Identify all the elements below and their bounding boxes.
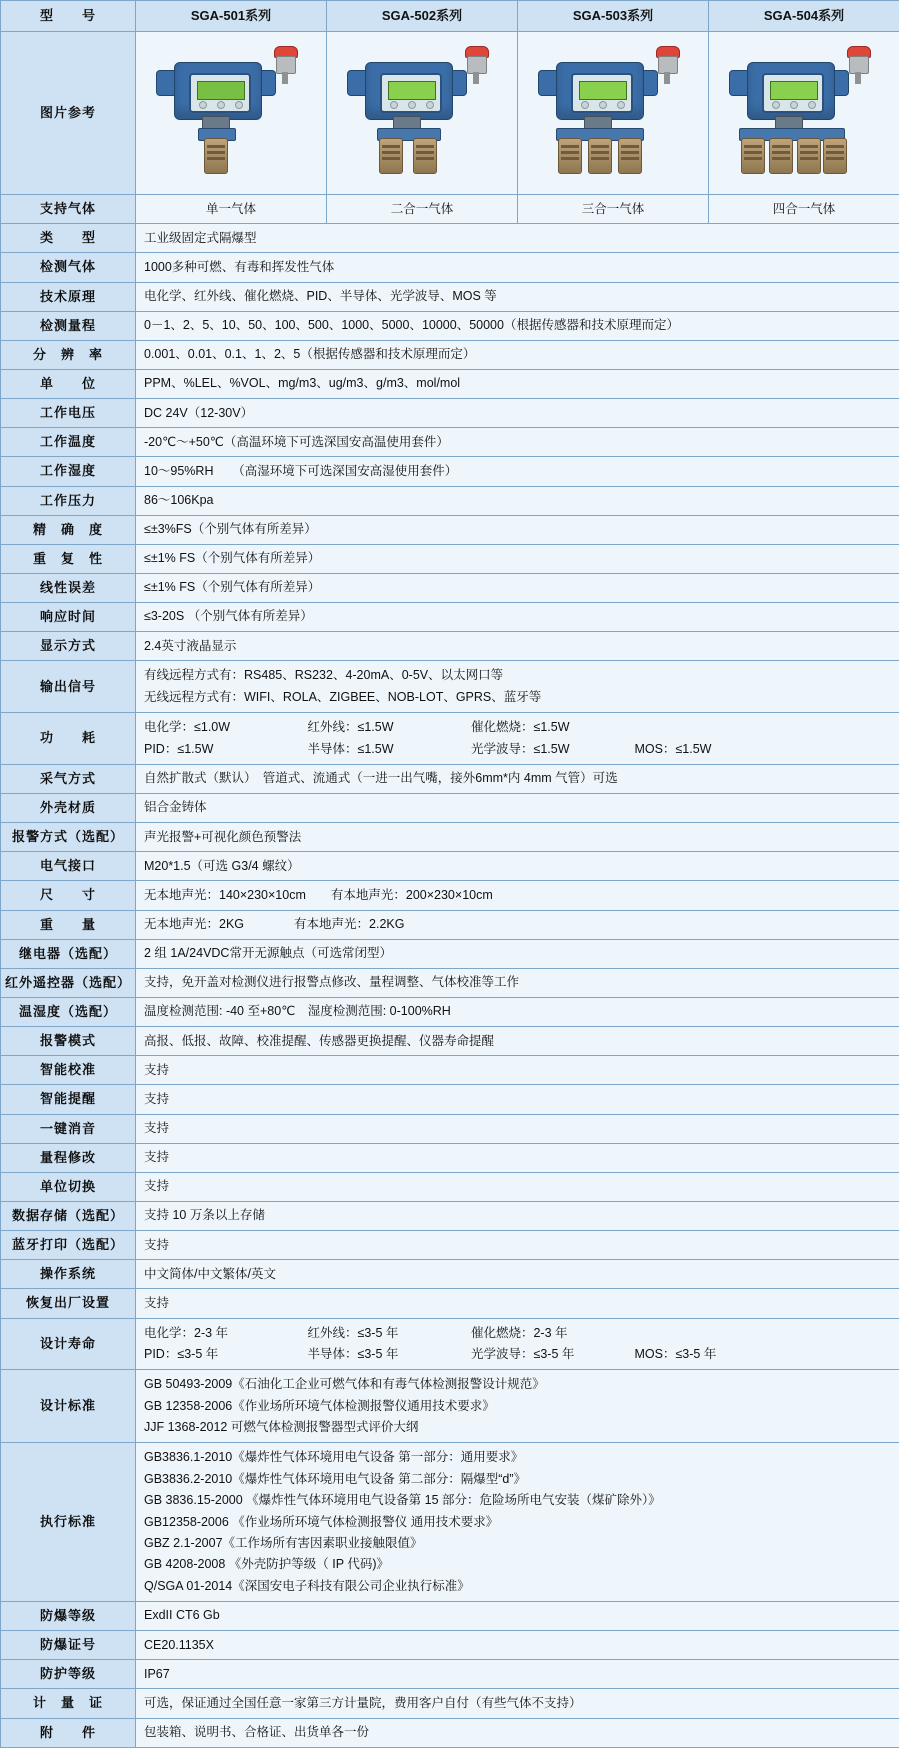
exec-standard-line: GB12358-2006 《作业场所环境气体检测报警仪 通用技术要求》 xyxy=(144,1512,891,1533)
row-label: 重 量 xyxy=(1,910,136,939)
row-label: 技术原理 xyxy=(1,282,136,311)
lifetime-item: 半导体：≤3-5 年 xyxy=(307,1345,457,1364)
row-value: 86～106Kpa xyxy=(136,486,899,515)
lifetime-item: PID：≤3-5 年 xyxy=(144,1345,294,1364)
gas-support-3: 三合一气体 xyxy=(518,195,709,224)
table-row xyxy=(1,428,899,457)
row-value: 无本地声光：2KG 有本地声光：2.2KG xyxy=(136,910,899,939)
row-label: 恢复出厂设置 xyxy=(1,1289,136,1318)
table-row xyxy=(1,282,899,311)
product-image-2 xyxy=(327,32,518,195)
row-value: 支持 10 万条以上存储 xyxy=(136,1202,899,1231)
exec-standard-line: GB3836.2-2010《爆炸性气体环境用电气设备 第二部分：隔爆型“d”》 xyxy=(144,1469,891,1490)
row-label-exec-standard: 执行标准 xyxy=(1,1443,136,1602)
power-item: 半导体：≤1.5W xyxy=(307,740,457,759)
row-value: 1000多种可燃、有毒和挥发性气体 xyxy=(136,253,899,282)
row-label-image-reference: 图片参考 xyxy=(1,32,136,195)
row-value: ≤±1% FS（个别气体有所差异） xyxy=(136,544,899,573)
row-value: ≤3-20S （个别气体有所差异） xyxy=(136,603,899,632)
table-row xyxy=(1,1689,899,1718)
exec-standard-line: GB 4208-2008 《外壳防护等级（ IP 代码)》 xyxy=(144,1554,891,1575)
row-label: 单位切换 xyxy=(1,1172,136,1201)
table-row xyxy=(1,224,899,253)
row-label: 温湿度（选配） xyxy=(1,998,136,1027)
table-row xyxy=(1,311,899,340)
table-row-exec-standard xyxy=(1,1443,899,1602)
row-label-gas-support: 支持气体 xyxy=(1,195,136,224)
row-value: 支持，免开盖对检测仪进行报警点修改、量程调整、气体校准等工作 xyxy=(136,968,899,997)
table-row-images xyxy=(1,32,899,195)
row-label-design-standard: 设计标准 xyxy=(1,1370,136,1443)
row-label: 尺 寸 xyxy=(1,881,136,910)
lifetime-line-1 xyxy=(144,1323,891,1344)
table-row xyxy=(1,1202,899,1231)
power-item: 光学波导：≤1.5W xyxy=(471,740,621,759)
row-value: ≤±3%FS（个别气体有所差异） xyxy=(136,515,899,544)
table-row xyxy=(1,1260,899,1289)
table-row xyxy=(1,1143,899,1172)
exec-standard-line: Q/SGA 01-2014《深国安电子科技有限公司企业执行标准》 xyxy=(144,1576,891,1597)
row-value: 0.001、0.01、0.1、1、2、5（根据传感器和技术原理而定） xyxy=(136,340,899,369)
table-row xyxy=(1,1718,899,1747)
product-image-3 xyxy=(518,32,709,195)
row-label: 显示方式 xyxy=(1,632,136,661)
lifetime-item: 电化学：2-3 年 xyxy=(144,1324,294,1343)
table-row xyxy=(1,1085,899,1114)
row-label: 报警模式 xyxy=(1,1027,136,1056)
design-standard-line: GB 12358-2006《作业场所环境气体检测报警仪通用技术要求》 xyxy=(144,1396,891,1417)
row-label-output-signal: 输出信号 xyxy=(1,661,136,713)
row-label: 一键消音 xyxy=(1,1114,136,1143)
row-label-lifetime: 设计寿命 xyxy=(1,1318,136,1370)
row-label: 防护等级 xyxy=(1,1660,136,1689)
table-row xyxy=(1,573,899,602)
row-label: 外壳材质 xyxy=(1,794,136,823)
row-label: 继电器（选配） xyxy=(1,939,136,968)
gas-detector-illustration-2 xyxy=(337,40,507,180)
table-row xyxy=(1,1172,899,1201)
row-label: 工作电压 xyxy=(1,399,136,428)
row-value: 温度检测范围: -40 至+80℃ 湿度检测范围: 0-100%RH xyxy=(136,998,899,1027)
row-value: 铝合金铸体 xyxy=(136,794,899,823)
row-value: 中文简体/中文繁体/英文 xyxy=(136,1260,899,1289)
row-value: 包装箱、说明书、合格证、出货单各一份 xyxy=(136,1718,899,1747)
design-standard-line: JJF 1368-2012 可燃气体检测报警器型式评价大纲 xyxy=(144,1417,891,1438)
row-value: 声光报警+可视化颜色预警法 xyxy=(136,823,899,852)
row-value: 工业级固定式隔爆型 xyxy=(136,224,899,253)
row-label: 响应时间 xyxy=(1,603,136,632)
gas-detector-illustration-1 xyxy=(146,40,316,180)
row-label: 线性误差 xyxy=(1,573,136,602)
gas-support-4: 四合一气体 xyxy=(709,195,899,224)
row-label: 单 位 xyxy=(1,369,136,398)
table-row xyxy=(1,1114,899,1143)
row-label: 分 辨 率 xyxy=(1,340,136,369)
gas-detector-illustration-4 xyxy=(719,40,889,180)
row-label: 检测量程 xyxy=(1,311,136,340)
table-row-power xyxy=(1,713,899,765)
table-row xyxy=(1,794,899,823)
row-label: 附 件 xyxy=(1,1718,136,1747)
row-label: 工作湿度 xyxy=(1,457,136,486)
table-row xyxy=(1,823,899,852)
power-item: MOS：≤1.5W xyxy=(634,740,711,759)
row-label: 红外遥控器（选配） xyxy=(1,968,136,997)
row-value: 2 组 1A/24VDC常开无源触点（可选常闭型） xyxy=(136,939,899,968)
row-value: DC 24V（12-30V） xyxy=(136,399,899,428)
exec-standard-line: GB 3836.15-2000 《爆炸性气体环境用电气设备第 15 部分：危险场所电气安装（煤矿除外）》 xyxy=(144,1490,891,1511)
table-row xyxy=(1,1027,899,1056)
power-item: 电化学：≤1.0W xyxy=(144,718,294,737)
row-label: 数据存储（选配） xyxy=(1,1202,136,1231)
table-row xyxy=(1,1660,899,1689)
row-value-lifetime xyxy=(136,1318,899,1370)
row-label: 蓝牙打印（选配） xyxy=(1,1231,136,1260)
row-value: 2.4英寸液晶显示 xyxy=(136,632,899,661)
row-value: 自然扩散式（默认） 管道式、流通式（一进一出气嘴，接外6mm*内 4mm 气管）可选 xyxy=(136,764,899,793)
row-label: 类 型 xyxy=(1,224,136,253)
row-value: 支持 xyxy=(136,1143,899,1172)
row-value-exec-standard xyxy=(136,1443,899,1602)
lifetime-item: 红外线：≤3-5 年 xyxy=(307,1324,457,1343)
row-label: 报警方式（选配） xyxy=(1,823,136,852)
table-row xyxy=(1,544,899,573)
table-row xyxy=(1,998,899,1027)
row-label: 智能提醒 xyxy=(1,1085,136,1114)
row-value: ExdII CT6 Gb xyxy=(136,1602,899,1631)
table-row xyxy=(1,340,899,369)
lifetime-item: MOS：≤3-5 年 xyxy=(634,1345,716,1364)
row-value: 支持 xyxy=(136,1114,899,1143)
power-line-1 xyxy=(144,717,891,738)
row-label: 采气方式 xyxy=(1,764,136,793)
row-value: 支持 xyxy=(136,1231,899,1260)
table-row-design-standard xyxy=(1,1370,899,1443)
row-label: 操作系统 xyxy=(1,1260,136,1289)
model-header-1: SGA-501系列 xyxy=(136,1,327,32)
row-value: 可选，保证通过全国任意一家第三方计量院，费用客户自付（有些气体不支持） xyxy=(136,1689,899,1718)
row-label: 工作压力 xyxy=(1,486,136,515)
power-item: 红外线：≤1.5W xyxy=(307,718,457,737)
row-label: 防爆证号 xyxy=(1,1631,136,1660)
table-row xyxy=(1,1631,899,1660)
output-signal-line-2: 无线远程方式有：WIFI、ROLA、ZIGBEE、NOB-LOT、GPRS、蓝牙等 xyxy=(144,687,891,708)
table-row xyxy=(1,1231,899,1260)
table-row-output-signal xyxy=(1,661,899,713)
row-label-model: 型 号 xyxy=(1,1,136,32)
table-row-model xyxy=(1,1,899,32)
row-value: 支持 xyxy=(136,1056,899,1085)
row-label: 量程修改 xyxy=(1,1143,136,1172)
row-value: -20℃～+50℃（高温环境下可选深国安高温使用套件） xyxy=(136,428,899,457)
row-value: CE20.1135X xyxy=(136,1631,899,1660)
design-standard-line: GB 50493-2009《石油化工企业可燃气体和有毒气体检测报警设计规范》 xyxy=(144,1374,891,1395)
lifetime-item: 光学波导：≤3-5 年 xyxy=(471,1345,621,1364)
table-row xyxy=(1,603,899,632)
row-value: PPM、%LEL、%VOL、mg/m3、ug/m3、g/m3、mol/mol xyxy=(136,369,899,398)
table-row xyxy=(1,939,899,968)
exec-standard-line: GB3836.1-2010《爆炸性气体环境用电气设备 第一部分：通用要求》 xyxy=(144,1447,891,1468)
power-item: 催化燃烧：≤1.5W xyxy=(471,718,621,737)
gas-support-1: 单一气体 xyxy=(136,195,327,224)
table-row xyxy=(1,253,899,282)
table-row xyxy=(1,457,899,486)
row-value-power xyxy=(136,713,899,765)
row-value-design-standard xyxy=(136,1370,899,1443)
row-label: 重 复 性 xyxy=(1,544,136,573)
table-row xyxy=(1,852,899,881)
exec-standard-line: GBZ 2.1-2007《工作场所有害因素职业接触限值》 xyxy=(144,1533,891,1554)
row-value: 支持 xyxy=(136,1289,899,1318)
row-label: 电气接口 xyxy=(1,852,136,881)
table-row xyxy=(1,910,899,939)
table-row xyxy=(1,968,899,997)
row-value-output-signal xyxy=(136,661,899,713)
table-row-gas-support xyxy=(1,195,899,224)
row-value: 0－1、2、5、10、50、100、500、1000、5000、10000、50000（根据传感器和技术原理而定） xyxy=(136,311,899,340)
row-value: 电化学、红外线、催化燃烧、PID、半导体、光学波导、MOS 等 xyxy=(136,282,899,311)
gas-support-2: 二合一气体 xyxy=(327,195,518,224)
row-value: IP67 xyxy=(136,1660,899,1689)
row-value: 高报、低报、故障、校准提醒、传感器更换提醒、仪器寿命提醒 xyxy=(136,1027,899,1056)
table-row xyxy=(1,369,899,398)
product-image-4 xyxy=(709,32,899,195)
product-image-1 xyxy=(136,32,327,195)
gas-detector-illustration-3 xyxy=(528,40,698,180)
table-row xyxy=(1,881,899,910)
table-row xyxy=(1,1056,899,1085)
lifetime-item: 催化燃烧：2-3 年 xyxy=(471,1324,621,1343)
row-value: 支持 xyxy=(136,1085,899,1114)
table-row xyxy=(1,1289,899,1318)
output-signal-line-1: 有线远程方式有：RS485、RS232、4-20mA、0-5V、以太网口等 xyxy=(144,665,891,686)
table-row xyxy=(1,515,899,544)
row-label: 工作温度 xyxy=(1,428,136,457)
model-header-3: SGA-503系列 xyxy=(518,1,709,32)
row-label: 智能校准 xyxy=(1,1056,136,1085)
table-row-lifetime xyxy=(1,1318,899,1370)
power-item: PID：≤1.5W xyxy=(144,740,294,759)
row-value: M20*1.5（可选 G3/4 螺纹） xyxy=(136,852,899,881)
power-line-2 xyxy=(144,739,891,760)
model-header-4: SGA-504系列 xyxy=(709,1,899,32)
table-row xyxy=(1,1602,899,1631)
row-label-power: 功 耗 xyxy=(1,713,136,765)
lifetime-line-2 xyxy=(144,1344,891,1365)
row-label: 防爆等级 xyxy=(1,1602,136,1631)
row-value: ≤±1% FS（个别气体有所差异） xyxy=(136,573,899,602)
row-value: 支持 xyxy=(136,1172,899,1201)
model-header-2: SGA-502系列 xyxy=(327,1,518,32)
row-label: 检测气体 xyxy=(1,253,136,282)
row-value: 无本地声光：140×230×10cm 有本地声光：200×230×10cm xyxy=(136,881,899,910)
table-row xyxy=(1,399,899,428)
row-value: 10～95%RH （高湿环境下可选深国安高湿使用套件） xyxy=(136,457,899,486)
row-label: 计 量 证 xyxy=(1,1689,136,1718)
table-row xyxy=(1,632,899,661)
table-row xyxy=(1,764,899,793)
row-label: 精 确 度 xyxy=(1,515,136,544)
table-row xyxy=(1,486,899,515)
